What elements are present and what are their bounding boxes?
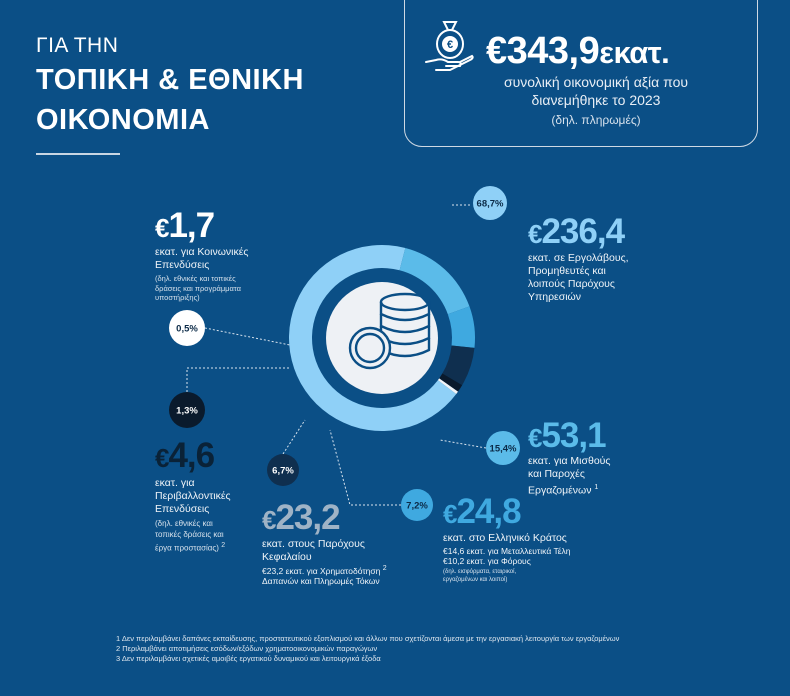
capital-description	[262, 538, 365, 564]
state-breakdown-line: €14,6 εκατ. για Μεταλλευτικά Τέλη	[443, 546, 571, 556]
capital-amount-value: 23,2	[275, 498, 340, 537]
footnote-2: 2 Περιλαμβάνει αποτιμήσεις εσόδων/εξόδων χρηματοοικονομικών παραγώγων	[116, 644, 378, 653]
capital-breakdown-line	[262, 564, 387, 576]
contractors-description	[528, 252, 629, 304]
footnote-3: 3 Δεν περιλαμβάνει σχετικές αμοιβές εργατικού δυναμικού και λειτουργικά έξοδα	[116, 654, 381, 663]
state-note-line: εργαζομένων και λοιποί)	[443, 577, 508, 583]
capital-breakdown-text: €23,2 εκατ. για Χρηματοδότηση	[262, 565, 381, 576]
salaries-line-text: Εργαζομένων	[528, 484, 592, 497]
social-description	[155, 246, 249, 272]
social-note-line: (δηλ. εθνικές και τοπικές	[155, 274, 236, 283]
social-note-line: δράσεις και προγράμματα	[155, 283, 241, 293]
percent-label-salaries: 15,4%	[489, 443, 517, 455]
contractors-amount-value: 236,4	[541, 212, 625, 251]
social-amount: €1,7	[155, 206, 215, 245]
svg-text:€: €	[446, 39, 454, 51]
state-note	[443, 568, 516, 584]
salaries-line: εκατ. για Μισθούς	[528, 455, 611, 467]
percent-label-environment: 1,3%	[176, 405, 198, 417]
environment-note-line	[155, 540, 225, 554]
capital-amount: €23,2	[262, 498, 340, 537]
total-description-line-2: διανεμήθηκε το 2023	[531, 92, 661, 108]
environment-amount: €4,6	[155, 436, 215, 475]
social-amount-value: 1,7	[168, 206, 215, 245]
percent-label-capital: 6,7%	[272, 465, 294, 477]
total-amount-unit: εκατ.	[599, 35, 670, 70]
footnote-1: 1 Δεν περιλαμβάνει δαπάνες εκπαίδευσης, προστατευτικού εξοπλισμού και άλλων που σχετίζονται άμεσα με την εργασιακή λειτουργία των εργαζομένων	[116, 634, 620, 643]
capital-breakdown	[262, 564, 387, 586]
percent-label-contractors: 68,7%	[476, 198, 504, 210]
environment-line: Περιβαλλοντικές	[155, 490, 231, 502]
environment-line: εκατ. για	[155, 477, 195, 489]
salaries-amount: €53,1	[528, 416, 606, 455]
percent-label-state: 7,2%	[406, 500, 428, 512]
salaries-line: και Παροχές	[528, 468, 585, 480]
leader-line-capital	[283, 420, 305, 454]
environment-note	[155, 518, 225, 554]
total-note: (δηλ. πληρωμές)	[551, 113, 641, 127]
environment-amount-value: 4,6	[168, 436, 215, 475]
footnotes	[116, 634, 619, 664]
footnote-ref: 2	[382, 565, 387, 572]
environment-description	[155, 477, 231, 516]
capital-line: Κεφαλαίου	[262, 551, 312, 563]
salaries-line	[528, 481, 610, 498]
contractors-line: Προμηθευτές και	[528, 265, 606, 277]
state-breakdown-line: €10,2 εκατ. για Φόρους	[443, 556, 531, 566]
total-amount-value: €343,9	[486, 30, 600, 72]
state-amount-value: 24,8	[456, 492, 521, 531]
state-description: εκατ. στο Ελληνικό Κράτος	[443, 532, 567, 544]
contractors-amount: €236,4	[528, 212, 625, 251]
environment-line: Επενδύσεις	[155, 503, 210, 515]
contractors-line: λοιπούς Παρόχους	[528, 278, 615, 290]
footnote-ref: 2	[221, 542, 226, 549]
social-line: Επενδύσεις	[155, 259, 210, 271]
state-amount: €24,8	[443, 492, 521, 531]
total-description-line-1: συνολική οικονομική αξία που	[503, 74, 689, 90]
subtitle-kicker: ΓΙΑ ΤΗΝ	[36, 34, 119, 57]
state-breakdown	[443, 546, 570, 566]
state-note-line: (δηλ. εισφόρματα, εταιρικοί,	[443, 569, 517, 575]
environment-note-line: (δηλ. εθνικές και	[155, 519, 213, 528]
contractors-line: εκατ. σε Εργολάβους,	[528, 252, 629, 264]
salaries-amount-value: 53,1	[541, 416, 606, 455]
capital-breakdown-line: Δαπανών και Πληρωμές Τόκων	[262, 575, 380, 586]
capital-line: εκατ. στους Παρόχους	[262, 538, 365, 550]
social-note	[155, 274, 241, 303]
social-line: εκατ. για Κοινωνικές	[155, 246, 249, 258]
social-note-line: υποστήριξης)	[155, 293, 200, 302]
leader-line-state	[330, 430, 401, 505]
percent-label-social: 0,5%	[176, 323, 198, 335]
environment-note-line: τοπικές δράσεις και	[155, 530, 224, 539]
page-title-line-2: ΟΙΚΟΝΟΜΙΑ	[36, 104, 210, 136]
environment-note-text: έργα προστασίας)	[155, 543, 219, 553]
salaries-description	[528, 455, 610, 498]
page-title-line-1: ΤΟΠΙΚΗ & ΕΘΝΙΚΗ	[36, 64, 304, 96]
leader-line-social	[205, 328, 290, 345]
contractors-line: Υπηρεσιών	[528, 291, 582, 303]
leader-line-salaries	[440, 440, 486, 448]
footnote-ref: 1	[594, 484, 599, 491]
leader-line-environment	[187, 368, 290, 392]
